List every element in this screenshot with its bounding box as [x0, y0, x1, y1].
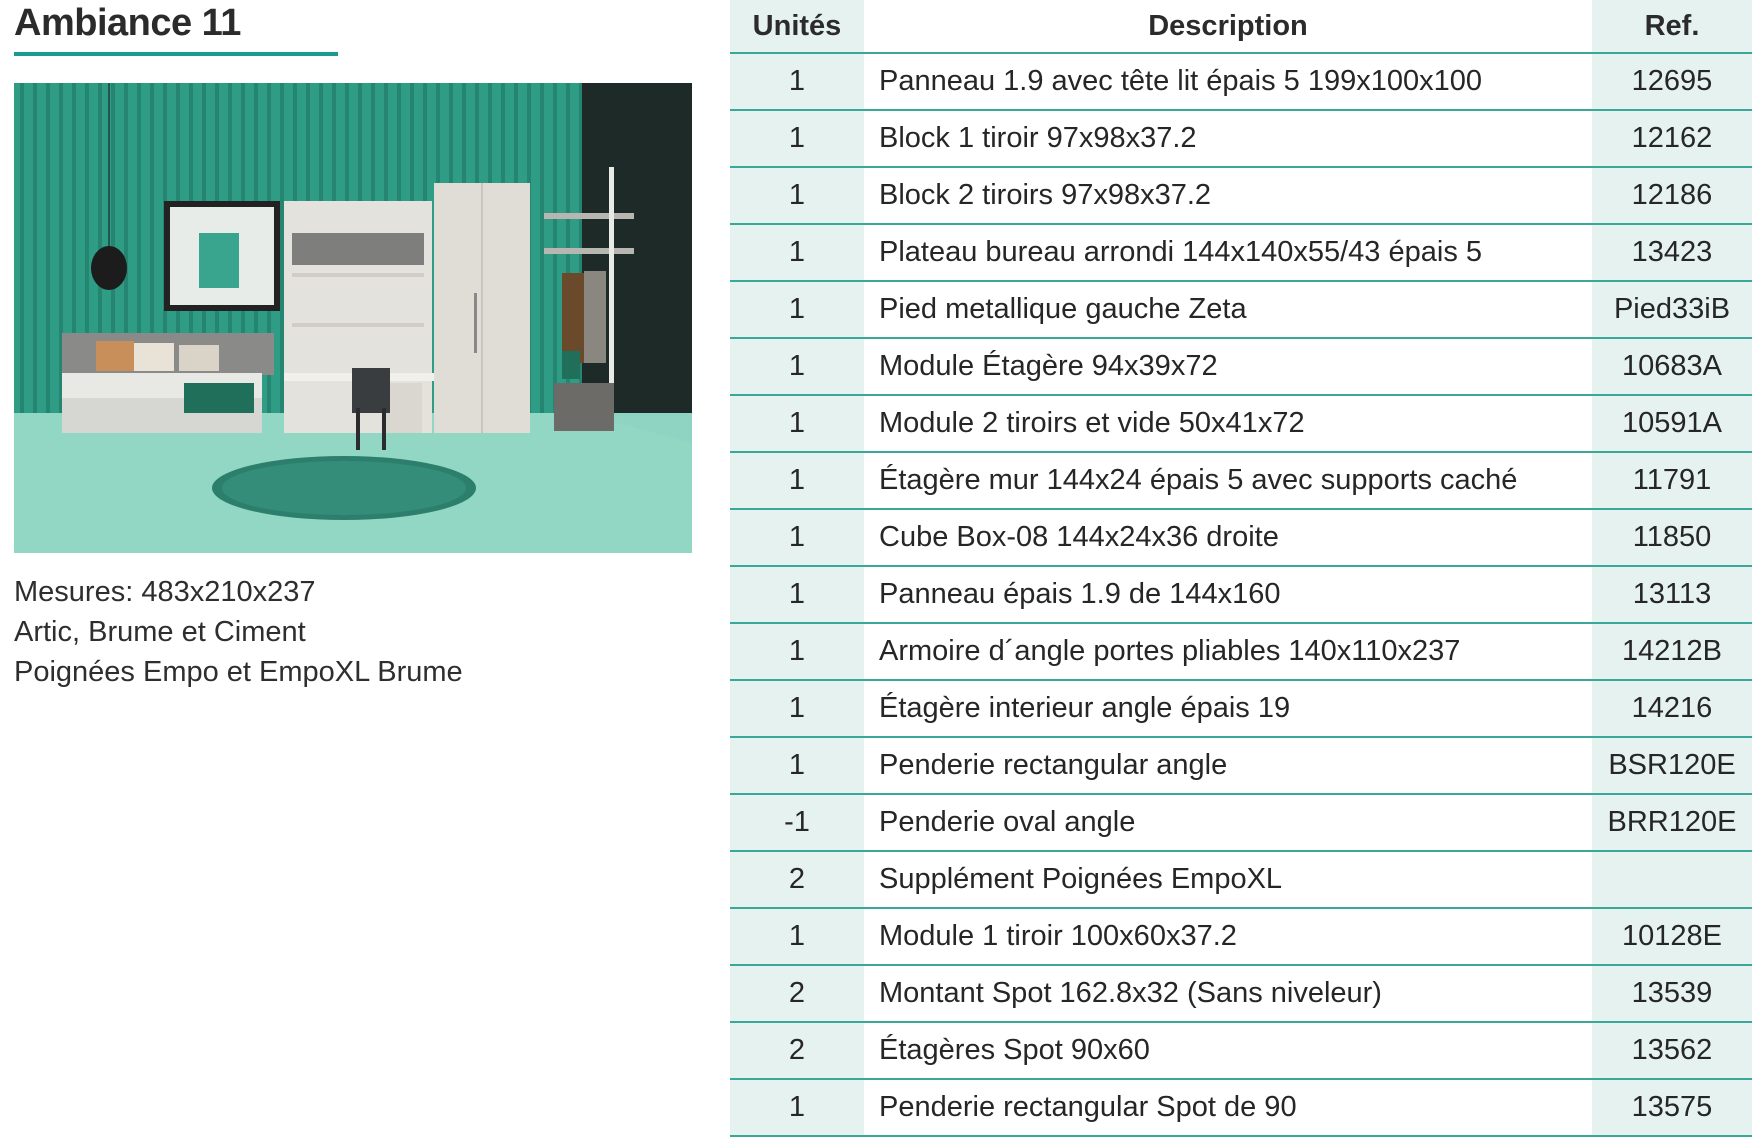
cell-ref: 10591A: [1592, 396, 1752, 451]
cell-ref: [1592, 852, 1752, 907]
cell-units: 1: [730, 1080, 864, 1135]
wall-slat: [540, 83, 544, 413]
cell-units: 2: [730, 966, 864, 1021]
table-row: [730, 225, 1752, 282]
cell-ref: 11850: [1592, 510, 1752, 565]
cell-description: Montant Spot 162.8x32 (Sans niveleur): [879, 977, 1382, 1009]
cell-description: Penderie rectangular angle: [879, 749, 1228, 781]
cell-description: Étagère mur 144x24 épais 5 avec supports caché: [879, 464, 1518, 496]
parts-table: [730, 0, 1752, 1137]
cell-units: -1: [730, 795, 864, 850]
cell-description: Block 2 tiroirs 97x98x37.2: [879, 179, 1212, 211]
header-ref: Ref.: [1592, 0, 1752, 52]
cell-units: 1: [730, 339, 864, 394]
table-row: [730, 738, 1752, 795]
table-row: [730, 681, 1752, 738]
cell-units: 1: [730, 225, 864, 280]
cell-ref: 14216: [1592, 681, 1752, 736]
table-row: [730, 1023, 1752, 1080]
cell-description: Plateau bureau arrondi 144x140x55/43 épais 5: [879, 236, 1483, 268]
table-row: [730, 52, 1752, 111]
product-info: [14, 572, 463, 692]
cell-ref: Pied33iB: [1592, 282, 1752, 337]
cell-units: 1: [730, 681, 864, 736]
cell-description: Penderie oval angle: [879, 806, 1136, 838]
cell-description: Étagère interieur angle épais 19: [879, 692, 1291, 724]
table-row: [730, 111, 1752, 168]
cell-description: Module 2 tiroirs et vide 50x41x72: [879, 407, 1305, 439]
table-row: [730, 282, 1752, 339]
cell-ref: BRR120E: [1592, 795, 1752, 850]
title-underline: [14, 52, 338, 56]
cell-units: 1: [730, 567, 864, 622]
wall-slat: [46, 83, 50, 413]
cell-description: Penderie rectangular Spot de 90: [879, 1091, 1297, 1123]
cell-units: 1: [730, 396, 864, 451]
cell-description: Armoire d´angle portes pliables 140x110x237: [879, 635, 1461, 667]
cell-description: Pied metallique gauche Zeta: [879, 293, 1247, 325]
cell-ref: 14212B: [1592, 624, 1752, 679]
cell-units: 1: [730, 738, 864, 793]
cell-ref: 13423: [1592, 225, 1752, 280]
cell-units: 2: [730, 852, 864, 907]
cell-ref: BSR120E: [1592, 738, 1752, 793]
colors-text: Artic, Brume et Ciment: [14, 616, 306, 648]
table-row: [730, 168, 1752, 225]
table-row: [730, 852, 1752, 909]
table-row: [730, 966, 1752, 1023]
table-row: [730, 909, 1752, 966]
table-row: [730, 453, 1752, 510]
cell-units: 1: [730, 510, 864, 565]
table-body: [730, 52, 1752, 1137]
cell-description: Supplément Poignées EmpoXL: [879, 863, 1283, 895]
wall-slat: [280, 83, 284, 413]
cell-units: 1: [730, 168, 864, 223]
wall-slat: [20, 83, 24, 413]
table-row: [730, 396, 1752, 453]
cell-units: 1: [730, 54, 864, 109]
measures-text: Mesures: 483x210x237: [14, 576, 316, 608]
table-row: [730, 567, 1752, 624]
table-row: [730, 1080, 1752, 1137]
cell-ref: 12162: [1592, 111, 1752, 166]
cell-units: 1: [730, 282, 864, 337]
page-title: Ambiance 11: [14, 2, 241, 44]
cell-description: Module Étagère 94x39x72: [879, 350, 1218, 382]
cell-ref: 10683A: [1592, 339, 1752, 394]
header-description: Description: [864, 0, 1592, 52]
cell-ref: 10128E: [1592, 909, 1752, 964]
header-units: Unités: [730, 0, 864, 52]
cell-ref: 12695: [1592, 54, 1752, 109]
wall-slat: [33, 83, 37, 413]
cell-description: Étagères Spot 90x60: [879, 1034, 1150, 1066]
cell-ref: 13562: [1592, 1023, 1752, 1078]
cell-ref: 13113: [1592, 567, 1752, 622]
table-row: [730, 795, 1752, 852]
table-row: [730, 624, 1752, 681]
cell-units: 1: [730, 111, 864, 166]
cell-units: 2: [730, 1023, 864, 1078]
cell-ref: 13539: [1592, 966, 1752, 1021]
cell-description: Block 1 tiroir 97x98x37.2: [879, 122, 1197, 154]
cell-units: 1: [730, 624, 864, 679]
cell-ref: 13575: [1592, 1080, 1752, 1135]
handles-text: Poignées Empo et EmpoXL Brume: [14, 656, 463, 688]
cell-description: Cube Box-08 144x24x36 droite: [879, 521, 1279, 553]
cell-ref: 12186: [1592, 168, 1752, 223]
cell-ref: 11791: [1592, 453, 1752, 508]
table-header: [730, 0, 1752, 52]
cell-description: Panneau épais 1.9 de 144x160: [879, 578, 1281, 610]
cell-units: 1: [730, 453, 864, 508]
table-row: [730, 339, 1752, 396]
table-row: [730, 510, 1752, 567]
cell-description: Module 1 tiroir 100x60x37.2: [879, 920, 1237, 952]
room-photo: [14, 83, 692, 553]
cell-units: 1: [730, 909, 864, 964]
cell-description: Panneau 1.9 avec tête lit épais 5 199x100x100: [879, 65, 1483, 97]
